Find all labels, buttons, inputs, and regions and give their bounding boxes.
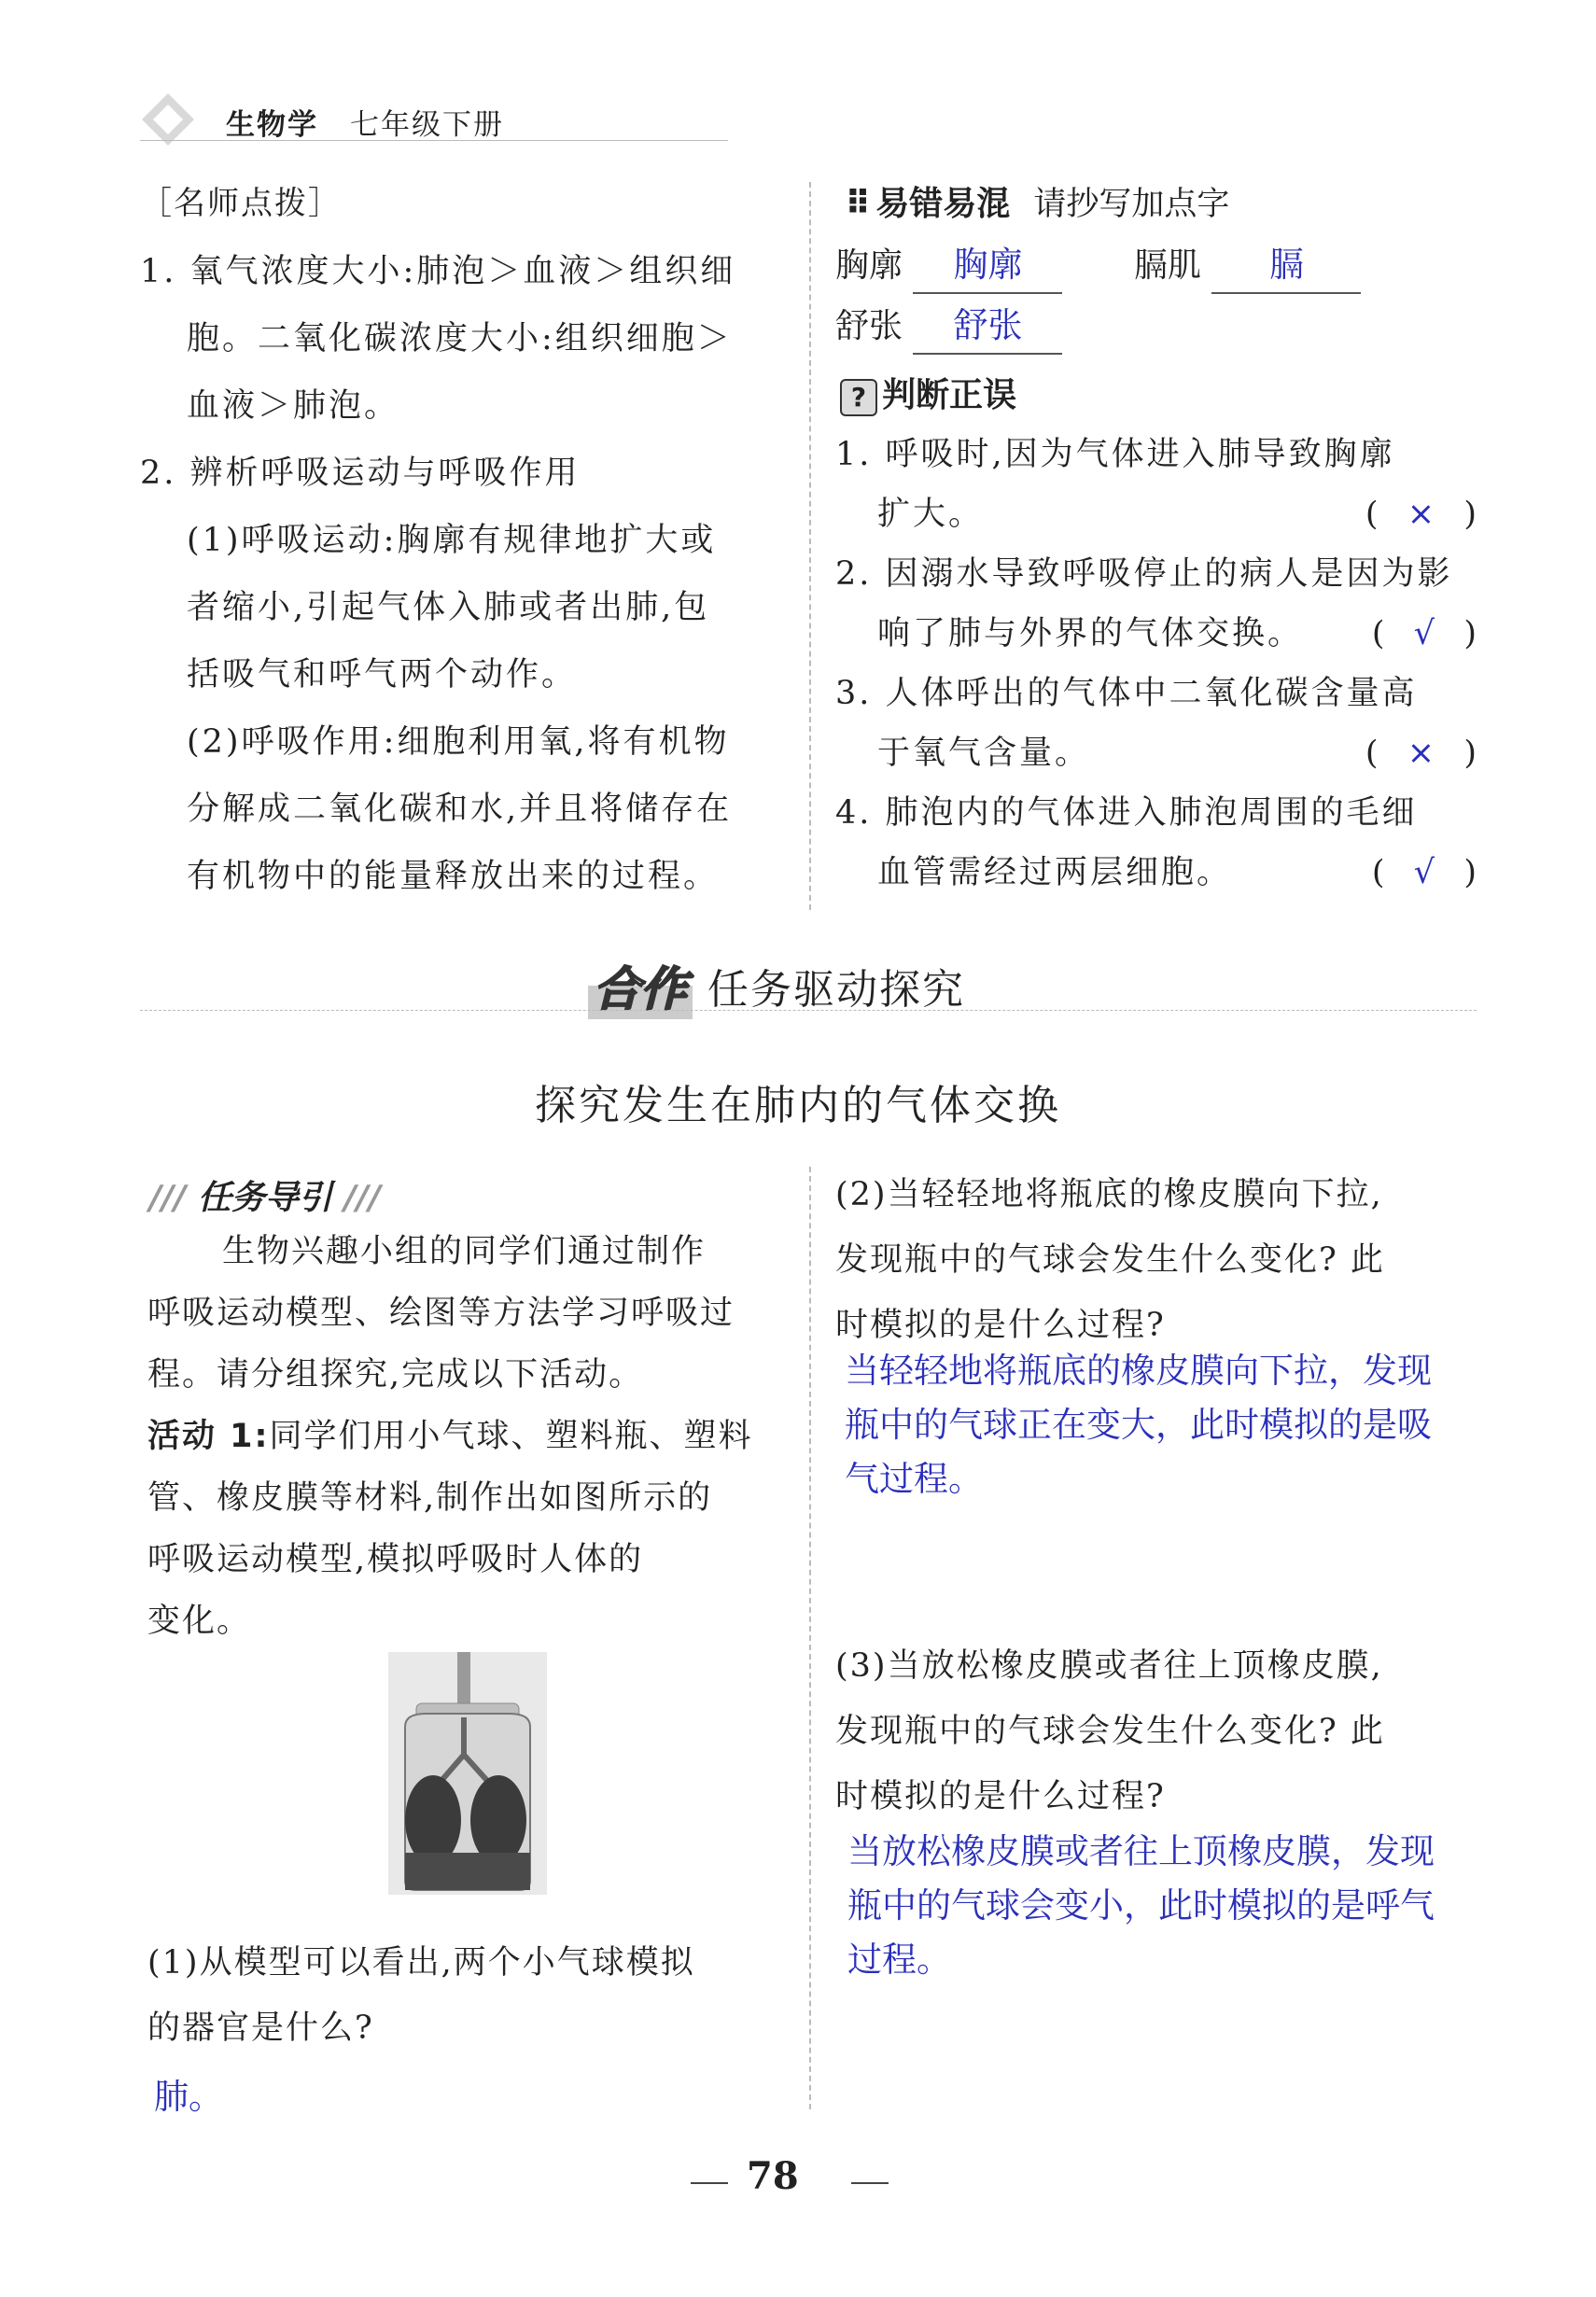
- tips-line: (2)呼吸作用:细胞利用氧,将有机物: [187, 723, 730, 761]
- judge-item: 1. 呼吸时,因为气体进入肺导致胸廓 扩大。 ( × ): [835, 436, 1479, 533]
- activity-label: 活动 1:: [147, 1418, 270, 1455]
- slash-deco-icon: ///: [343, 1179, 382, 1217]
- judge-mark: √: [1413, 854, 1438, 891]
- judge-item: 2. 因溺水导致呼吸停止的病人是因为影 响了肺与外界的气体交换。 ( √ ): [835, 555, 1479, 652]
- judge-mark: ×: [1407, 496, 1438, 533]
- confusion-header: [845, 177, 1229, 225]
- slash-deco-icon: ///: [149, 1179, 187, 1217]
- confusion-answer: 胸廓: [953, 245, 1023, 285]
- tips-line: 分解成二氧化碳和水,并且将储存在: [187, 791, 733, 828]
- confusion-title: 易错易混: [875, 185, 1011, 223]
- tips-line: 有机物中的能量释放出来的过程。: [187, 858, 720, 895]
- tips-line: 者缩小,引起气体入肺或者出肺,包: [187, 589, 710, 626]
- question-3: (3)当放松橡皮膜或者往上顶橡皮膜, 发现瓶中的气球会发生什么变化? 此 时模拟的是什么过程?: [835, 1647, 1385, 1815]
- column-divider-top: [809, 182, 811, 910]
- task-intro: 生物兴趣小组的同学们通过制作 呼吸运动模型、绘图等方法学习呼吸过 程。请分组探究,完成以下活动。 活动 1:同学们用小气球、塑料瓶、塑料 管、橡皮膜等材料,制作出如图所示的 呼吸运动模型,模拟呼吸时人体的 变化。: [147, 1233, 753, 1640]
- judge-header: [840, 369, 1016, 416]
- header-divider: [140, 140, 728, 141]
- confusion-word: 胸廓: [835, 246, 903, 285]
- confusion-item: [1134, 238, 1361, 294]
- confusion-answer: 舒张: [953, 305, 1023, 345]
- answer-1: 肺。: [154, 2077, 223, 2117]
- dots-icon: ⠿: [845, 185, 872, 223]
- confusion-instruction: 请抄写加点字: [1033, 186, 1230, 223]
- question-icon: ?: [840, 379, 877, 416]
- section-title: 探究发生在肺内的气体交换: [535, 1082, 1061, 1129]
- banner-divider: [140, 1010, 1477, 1011]
- tips-line: 胞。二氧化碳浓度大小:组织细胞＞: [187, 320, 733, 357]
- page-number: 78: [747, 2154, 799, 2198]
- tips-line: 2. 辨析呼吸运动与呼吸作用: [140, 455, 581, 492]
- banner-tag: 合作: [588, 952, 693, 1019]
- confusion-word: 膈肌: [1134, 246, 1202, 285]
- question-2: (2)当轻轻地将瓶底的橡皮膜向下拉, 发现瓶中的气球会发生什么变化? 此 时模拟的是什么过程?: [835, 1176, 1385, 1344]
- header-grade: 七年级下册: [350, 108, 504, 142]
- judge-item: 3. 人体呼出的气体中二氧化碳含量高 于氧气含量。 ( × ): [835, 675, 1479, 772]
- judge-title: 判断正误: [882, 376, 1017, 414]
- page-number-dash: [851, 2182, 889, 2184]
- judge-item: 4. 肺泡内的气体进入肺泡周围的毛细 血管需经过两层细胞。 ( √ ): [835, 794, 1479, 891]
- header-logo-icon: [140, 91, 196, 147]
- judge-mark: ×: [1407, 735, 1438, 772]
- answer-2: 当轻轻地将瓶底的橡皮膜向下拉，发现 瓶中的气球正在变大，此时模拟的是吸 气过程。: [845, 1351, 1432, 1499]
- confusion-word: 舒张: [835, 307, 903, 345]
- breathing-model-image: [388, 1652, 547, 1895]
- tips-line: 括吸气和呼气两个动作。: [187, 656, 578, 693]
- header-subject: 生物学: [226, 108, 318, 142]
- task-label: /// 任务导引 ///: [149, 1179, 382, 1217]
- answer-3: 当放松橡皮膜或者往上顶橡皮膜，发现 瓶中的气球会变小，此时模拟的是呼气 过程。: [847, 1831, 1435, 1980]
- page-number-dash: [691, 2182, 728, 2184]
- banner-title: 任务驱动探究: [707, 966, 965, 1014]
- confusion-item: [835, 238, 1062, 294]
- tips-line: 血液＞肺泡。: [187, 387, 400, 425]
- confusion-item: [835, 299, 1062, 355]
- tips-title: ［名师点拨］: [140, 185, 342, 222]
- column-divider-bottom: [809, 1167, 811, 2109]
- question-1: (1)从模型可以看出,两个小气球模拟 的器官是什么?: [147, 1944, 695, 2047]
- tips-line: (1)呼吸运动:胸廓有规律地扩大或: [187, 522, 717, 559]
- tips-line: 1. 氧气浓度大小:肺泡＞血液＞组织细: [140, 253, 736, 290]
- tips-body: [140, 238, 793, 910]
- judge-mark: √: [1413, 615, 1438, 652]
- judge-list: [835, 425, 1479, 903]
- confusion-answer: 膈: [1268, 245, 1304, 285]
